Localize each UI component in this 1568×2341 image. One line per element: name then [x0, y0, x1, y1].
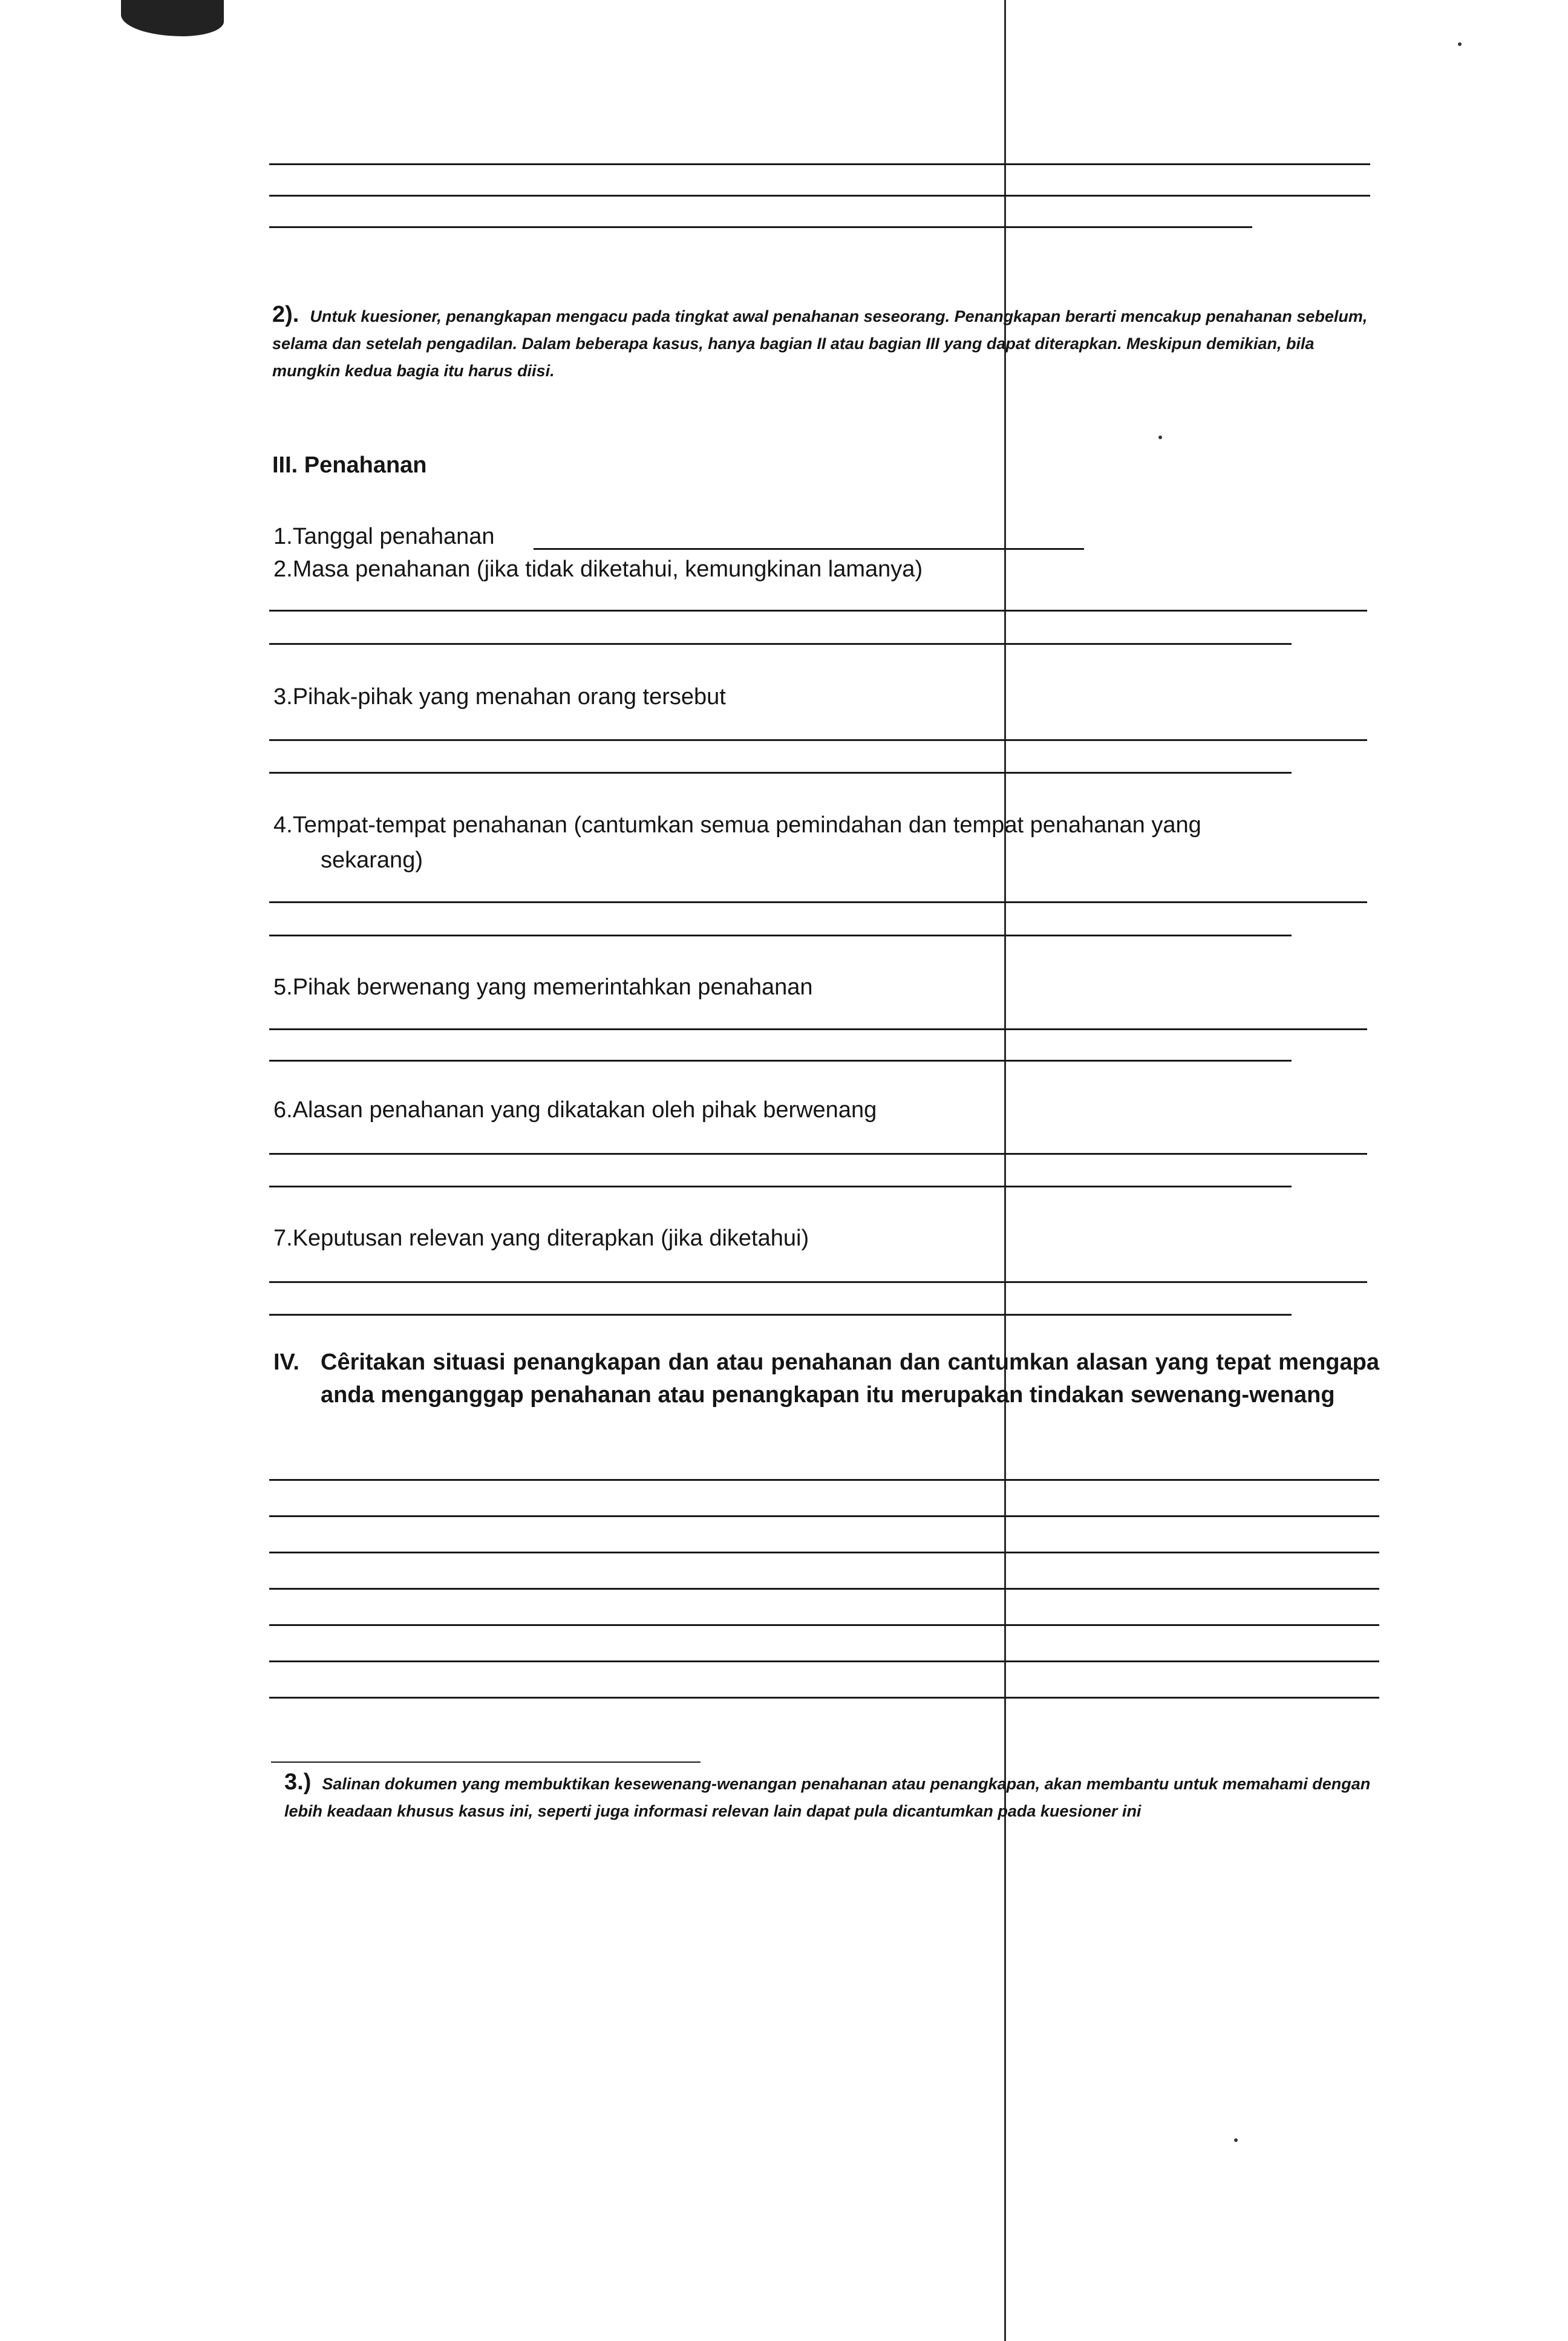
- answer-line[interactable]: [269, 1552, 1379, 1553]
- question-4-field-line-2[interactable]: [269, 935, 1292, 936]
- section-iv-text: Cêritakan situasi penangkapan dan atau penahanan dan cantumkan alasan yang tepat mengapa anda menganggap penahanan atau penangkapan itu merupakan tindakan sewenang-wenang: [321, 1350, 1379, 1408]
- question-4-label-cont: sekarang): [321, 847, 423, 873]
- scan-speck: [1158, 436, 1162, 439]
- question-5-label: 5.Pihak berwenang yang memerintahkan penahanan: [273, 975, 813, 1000]
- section-iv-label: IV.: [273, 1350, 299, 1375]
- question-5-field-line-1[interactable]: [269, 1028, 1367, 1030]
- question-6-field-line-1[interactable]: [269, 1153, 1367, 1155]
- answer-line: [269, 226, 1252, 228]
- footnote-3: [284, 1769, 1379, 1825]
- footnote-separator: [271, 1761, 701, 1763]
- question-1-field[interactable]: [534, 548, 1084, 550]
- answer-line[interactable]: [269, 1697, 1379, 1699]
- question-5-field-line-2[interactable]: [269, 1060, 1292, 1062]
- footnote-2-text: Untuk kuesioner, penangkapan mengacu pada tingkat awal penahanan seseorang. Penangkapan berarti mencakup penahanan sebelum, selama dan setelah pengadilan. Dalam beberapa kasus, hanya bagian II atau bagian III yang dapat diterapkan. Meskipun demikian, bila mungkin kedua bagia itu harus diisi.: [272, 307, 1368, 380]
- answer-line[interactable]: [269, 1624, 1379, 1626]
- scan-speck: [1234, 2138, 1238, 2142]
- question-4-field-line-1[interactable]: [269, 901, 1367, 903]
- question-7-field-line-2[interactable]: [269, 1314, 1292, 1316]
- answer-line: [269, 195, 1370, 197]
- answer-line: [269, 163, 1370, 165]
- scan-blot: [121, 0, 224, 36]
- section-iii-title: III. Penahanan: [272, 452, 427, 478]
- answer-line[interactable]: [269, 1515, 1379, 1517]
- answer-line[interactable]: [269, 1660, 1379, 1662]
- question-3-field-line-1[interactable]: [269, 739, 1367, 741]
- question-4-label: 4.Tempat-tempat penahanan (cantumkan semua pemindahan dan tempat penahanan yang: [273, 812, 1201, 838]
- question-3-field-line-2[interactable]: [269, 772, 1292, 774]
- question-7-field-line-1[interactable]: [269, 1281, 1367, 1283]
- footnote-3-text: Salinan dokumen yang membuktikan kesewenang-wenangan penahanan atau penangkapan, akan membantu untuk memahami dengan lebih keadaan khusus kasus ini, seperti juga informasi relevan lain dapat pula dicantumkan pada kuesioner ini: [284, 1775, 1371, 1820]
- question-2-field-line-1[interactable]: [269, 610, 1367, 612]
- question-1-label: 1.Tanggal penahanan: [273, 524, 495, 549]
- question-7-label: 7.Keputusan relevan yang diterapkan (jika diketahui): [273, 1226, 809, 1251]
- answer-line[interactable]: [269, 1479, 1379, 1481]
- question-3-label: 3.Pihak-pihak yang menahan orang tersebut: [273, 684, 726, 710]
- question-2-field-line-2[interactable]: [269, 643, 1292, 645]
- question-6-field-line-2[interactable]: [269, 1186, 1292, 1187]
- question-6-label: 6.Alasan penahanan yang dikatakan oleh pihak berwenang: [273, 1097, 877, 1123]
- footnote-3-number: 3.): [284, 1769, 312, 1795]
- scan-speck: [1458, 42, 1462, 46]
- question-2-label: 2.Masa penahanan (jika tidak diketahui, kemungkinan lamanya): [273, 557, 923, 582]
- footnote-2-number: 2).: [272, 302, 299, 327]
- answer-line[interactable]: [269, 1588, 1379, 1590]
- footnote-2: [272, 301, 1385, 385]
